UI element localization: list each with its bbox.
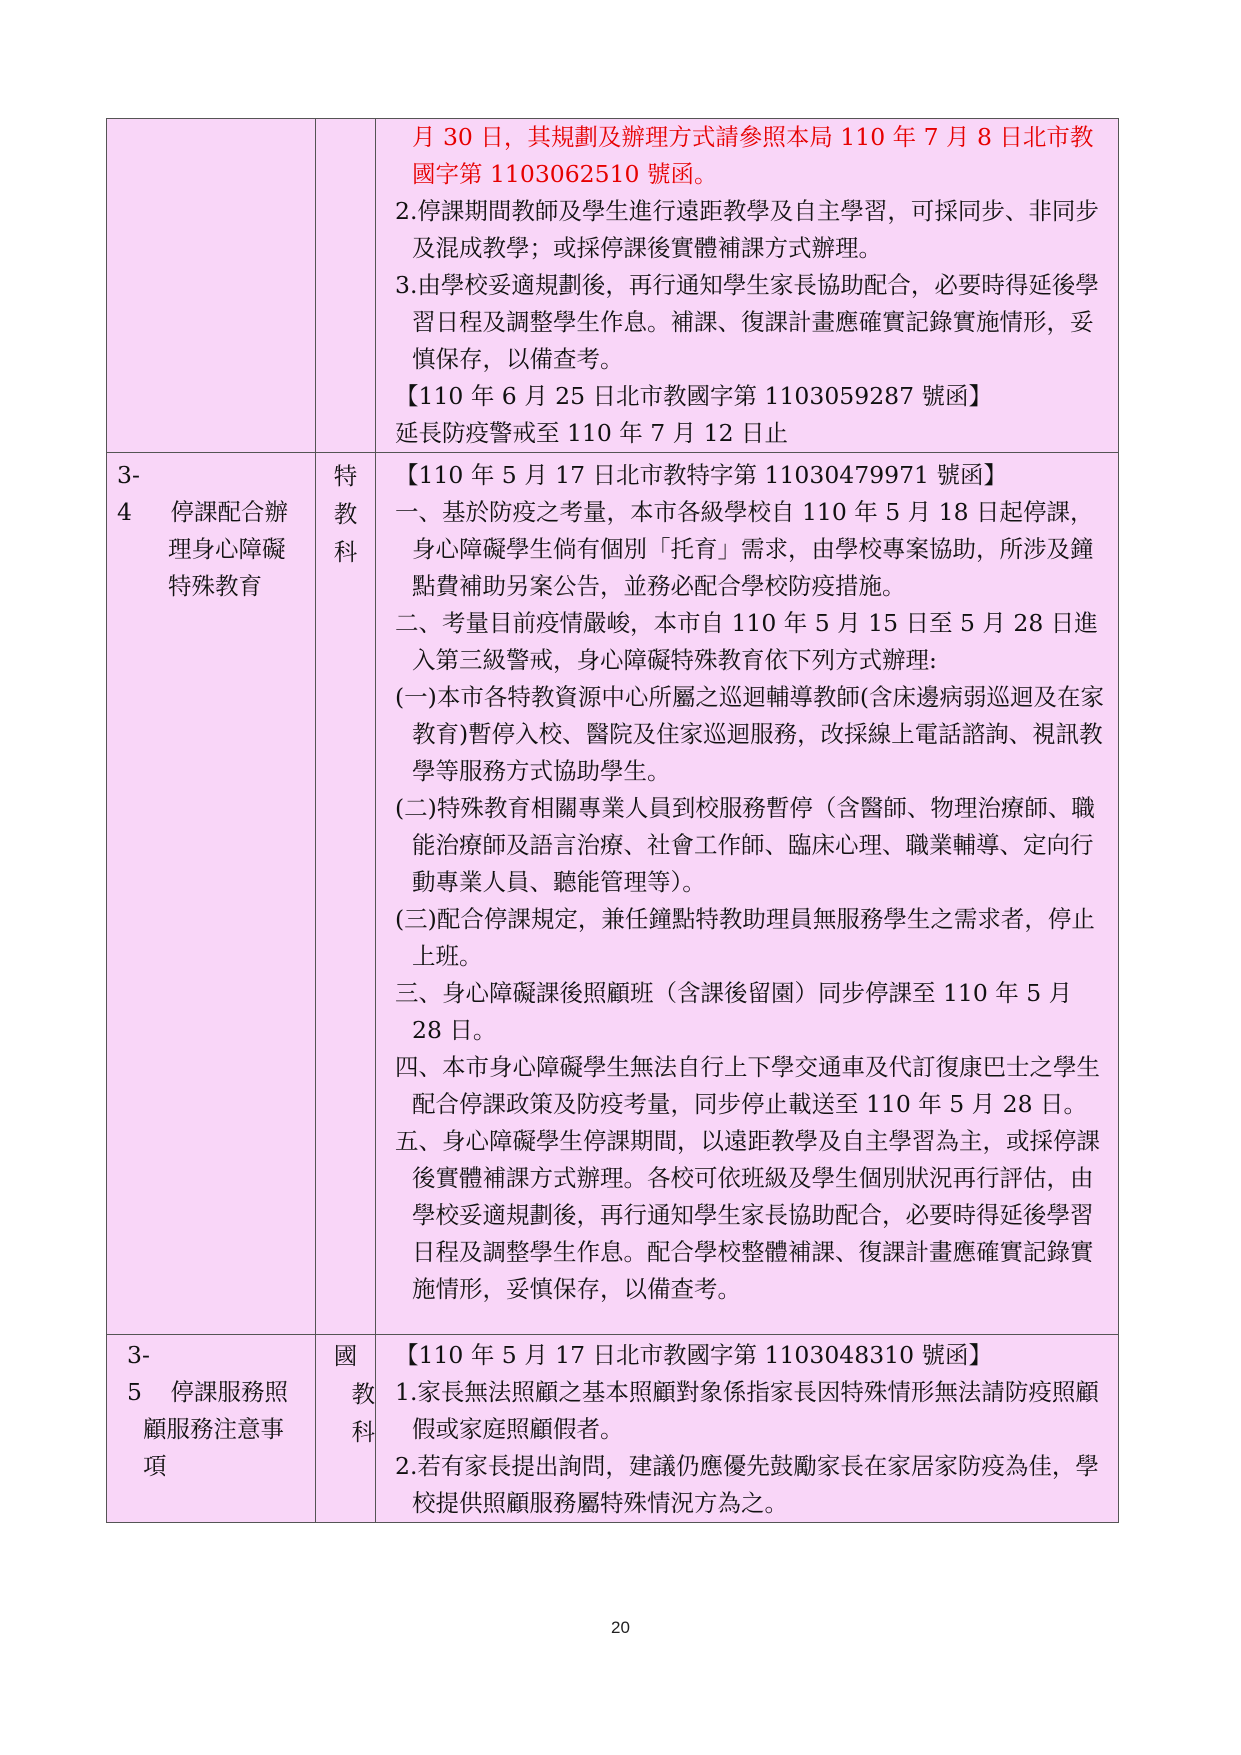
table-row bbox=[107, 119, 1119, 453]
content-line: 三、身心障礙課後照顧班（含課後留園）同步停課至 110 年 5 月 28 日。 bbox=[395, 979, 1073, 1044]
content-line: (一)本市各特教資源中心所屬之巡迴輔導教師(含床邊病弱巡迴及在家教育)暫停入校、醫院及住家巡迴服務，改採線上電話諮詢、視訊教學等服務方式協助學生。 bbox=[395, 683, 1105, 785]
content-line: (三)配合停課規定，兼任鐘點特教助理員無服務學生之需求者，停止上班。 bbox=[395, 905, 1095, 970]
unit-char: 科 bbox=[351, 1418, 375, 1446]
content-line: 二、考量目前疫情嚴峻，本市自 110 年 5 月 15 日至 5 月 28 日進入第三級警戒，身心障礙特殊教育依下列方式辦理: bbox=[395, 609, 1098, 674]
content-cell bbox=[376, 119, 1119, 453]
content-line: 2.停課期間教師及學生進行遠距教學及自主學習，可採同步、非同步及混成教學；或採停課後實體補課方式辦理。 bbox=[395, 197, 1099, 262]
category-title: 理身心障礙 bbox=[168, 535, 286, 563]
content-line: 月 30 日，其規劃及辦理方式請參照本局 110 年 7 月 8 日北市教國字第 1103062510 號函。 bbox=[412, 123, 1094, 188]
table-row bbox=[107, 1335, 1119, 1523]
category-title: 顧服務注意事 bbox=[143, 1415, 284, 1443]
unit-char: 教 bbox=[351, 1380, 375, 1408]
content-line: 五、身心障礙學生停課期間，以遠距教學及自主學習為主，或採停課後實體補課方式辦理。各校可依班級及學生個別狀況再行評估，由學校妥適規劃後，再行通知學生家長協助配合，必要時得延後學習日程及調整學生作息。配合學校整體補課、復課計畫應確實記錄實施情形，妥慎保存，以備查考。 bbox=[395, 1127, 1100, 1303]
content-line: 3.由學校妥適規劃後，再行通知學生家長協助配合，必要時得延後學習日程及調整學生作息。補課、復課計畫應確實記錄實施情形，妥慎保存，以備查考。 bbox=[395, 271, 1099, 373]
category-title: 項 bbox=[143, 1452, 167, 1480]
category-title: 停課服務照 bbox=[170, 1378, 288, 1406]
unit-char: 科 bbox=[333, 538, 358, 566]
page-number: 20 bbox=[611, 1618, 630, 1637]
unit-cell bbox=[316, 1335, 376, 1523]
category-title: 停課配合辦 bbox=[170, 498, 288, 526]
unit-char: 教 bbox=[333, 500, 358, 528]
content-cell bbox=[376, 1335, 1119, 1523]
content-cell bbox=[376, 453, 1119, 1335]
unit-char: 特 bbox=[333, 462, 358, 490]
unit-char: 國 bbox=[333, 1342, 358, 1370]
content-line: 1.家長無法照顧之基本照顧對象係指家長因特殊情形無法請防疫照顧假或家庭照顧假者。 bbox=[395, 1378, 1099, 1443]
content-line: 2.若有家長提出詢問，建議仍應優先鼓勵家長在家居家防疫為佳，學校提供照顧服務屬特殊情況方為之。 bbox=[395, 1452, 1099, 1517]
category-cell bbox=[107, 119, 316, 453]
unit-cell bbox=[316, 453, 376, 1335]
measures-table bbox=[106, 118, 1119, 1523]
table-row bbox=[107, 453, 1119, 1335]
content-line: 延長防疫警戒至 110 年 7 月 12 日止 bbox=[395, 419, 789, 447]
content-line: 一、基於防疫之考量，本市各級學校自 110 年 5 月 18 日起停課，身心障礙學生倘有個別「托育」需求，由學校專案協助，所涉及鐘點費補助另案公告，並務必配合學校防疫措施。 bbox=[395, 498, 1094, 600]
content-line: 【110 年 6 月 25 日北市教國字第 1103059287 號函】 bbox=[395, 382, 993, 410]
content-line: 【110 年 5 月 17 日北市教國字第 1103048310 號函】 bbox=[395, 1341, 993, 1369]
content-line: 四、本市身心障礙學生無法自行上下學交通車及代訂復康巴士之學生配合停課政策及防疫考量，同步停止載送至 110 年 5 月 28 日。 bbox=[395, 1053, 1100, 1118]
category-cell bbox=[107, 1335, 316, 1523]
category-id: 3-4 bbox=[117, 461, 140, 526]
unit-cell bbox=[316, 119, 376, 453]
content-line: 【110 年 5 月 17 日北市教特字第 11030479971 號函】 bbox=[395, 461, 1007, 489]
content-line: (二)特殊教育相關專業人員到校服務暫停（含醫師、物理治療師、職能治療師及語言治療、社會工作師、臨床心理、職業輔導、定向行動專業人員、聽能管理等）。 bbox=[395, 794, 1095, 896]
category-cell bbox=[107, 453, 316, 1335]
category-title: 特殊教育 bbox=[168, 572, 262, 600]
category-id: 3-5 bbox=[127, 1341, 150, 1406]
